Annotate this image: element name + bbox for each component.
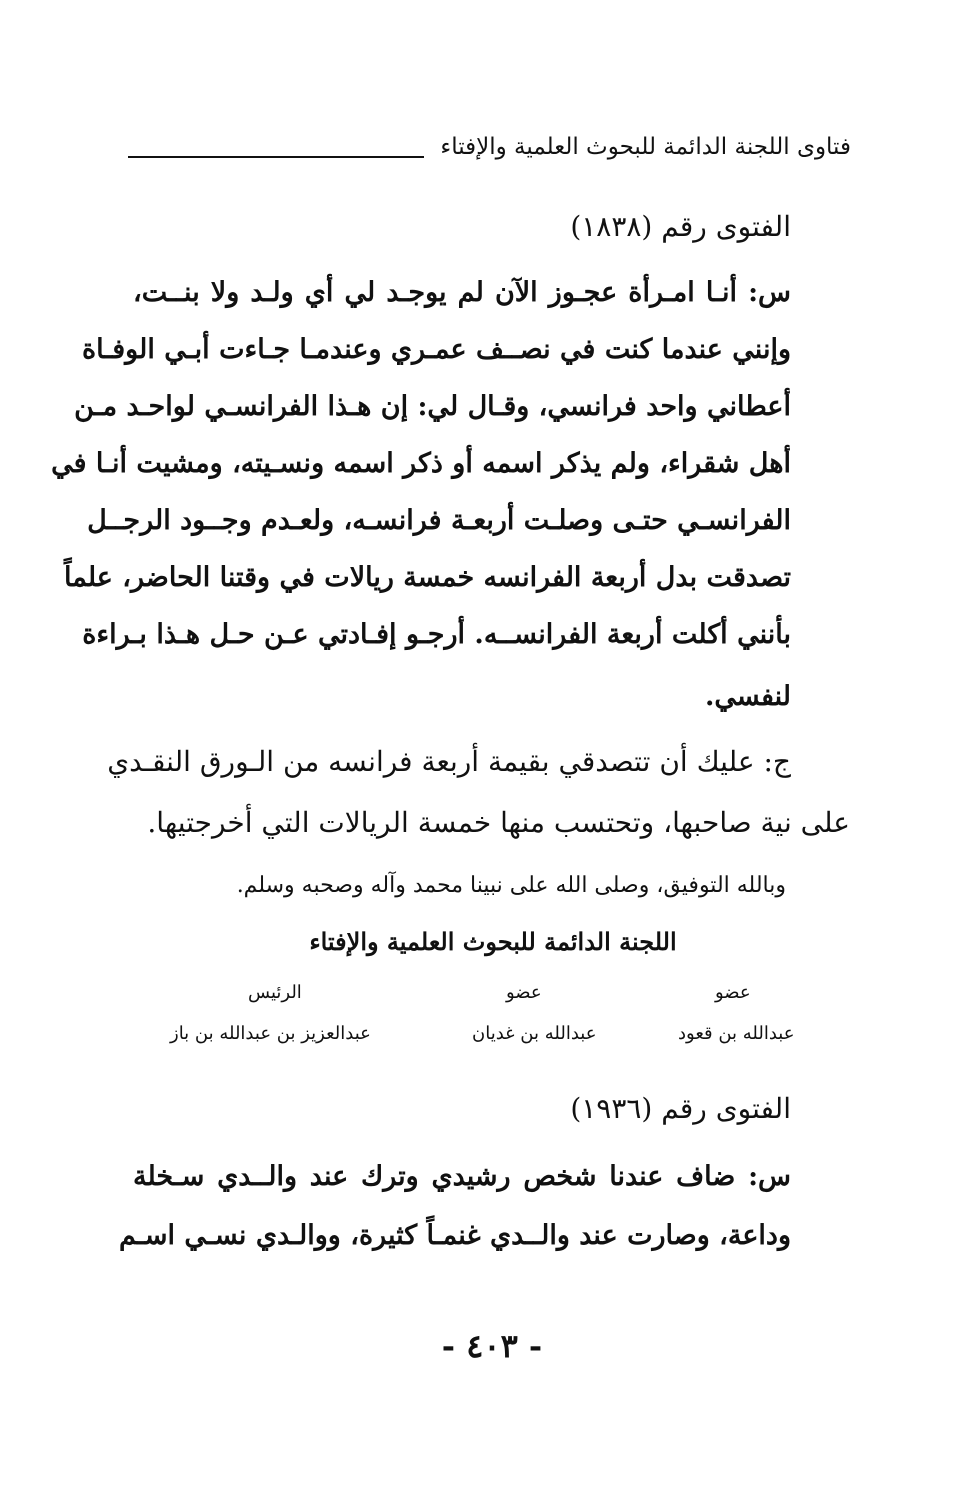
question-line: س: أنـا امـرأة عجـوز الآن لم يوجـد لي أي ولـد ولا بنــت، [133,277,791,308]
closing-formula: وبالله التوفيق، وصلى الله على نبينا محمد وآله وصحبه وسلم. [236,873,786,898]
answer-line: ج: عليك أن تتصدقي بقيمة أربعة فرانسه من الـورق النقـدي [107,745,791,778]
president-name: عبدالعزيز بن عبدالله بن باز [170,1023,371,1044]
member-role: عضو [506,982,542,1003]
question-line: س: ضاف عندنا شخص رشيدي وترك عند والــدي سـخلة [133,1161,791,1192]
question-line: أعطاني واحد فرانسي، وقـال لي: إن هـذا الفرانسـي لواحـد مـن [74,391,791,422]
member-role: عضو [715,982,751,1003]
member-name: عبدالله بن قعود [678,1023,795,1044]
question-line: لنفسي. [704,681,791,712]
president-role: الرئيس [248,982,302,1003]
question-line: وإنني عندما كنت في نصــف عمـري وعندمـا جـاءت أبـي الوفـاة [81,334,791,365]
running-header: فتاوى اللجنة الدائمة للبحوث العلمية والإفتاء [440,134,851,160]
header-rule [128,156,424,158]
page-number: - ٤٠٣ - [441,1327,543,1365]
question-line: وداعة، وصارت عند والــدي غنمـاً كثيرة، ووالـدي نسـي اسـم [119,1220,791,1251]
question-line: أهل شقراء، ولم يذكر اسمه أو ذكر اسمه ونسـيته، ومشيت أنـا في [51,448,791,479]
question-line: تصدقت بدل أربعة الفرانسه خمسة ريالات في وقتنا الحاضر، علماً [64,562,791,593]
committee-name: اللجنة الدائمة للبحوث العلمية والإفتاء [309,927,677,956]
question-line: بأنني أكلت أربعة الفرانســه. أرجـو إفـادتي عـن حـل هـذا بـراءة [82,619,791,650]
member-name: عبدالله بن غديان [472,1023,597,1044]
fatwa-1-title: الفتوى رقم (١٨٣٨) [570,210,791,243]
fatwa-2-title: الفتوى رقم (١٩٣٦) [570,1092,791,1125]
question-line: الفرانسـي حتـى وصلـت أربعـة فرانسـه، ولعـدم وجــود الرجــل [87,505,791,536]
answer-line: على نية صاحبها، وتحتسب منها خمسة الريالات التي أخرجتيها. [147,806,850,839]
